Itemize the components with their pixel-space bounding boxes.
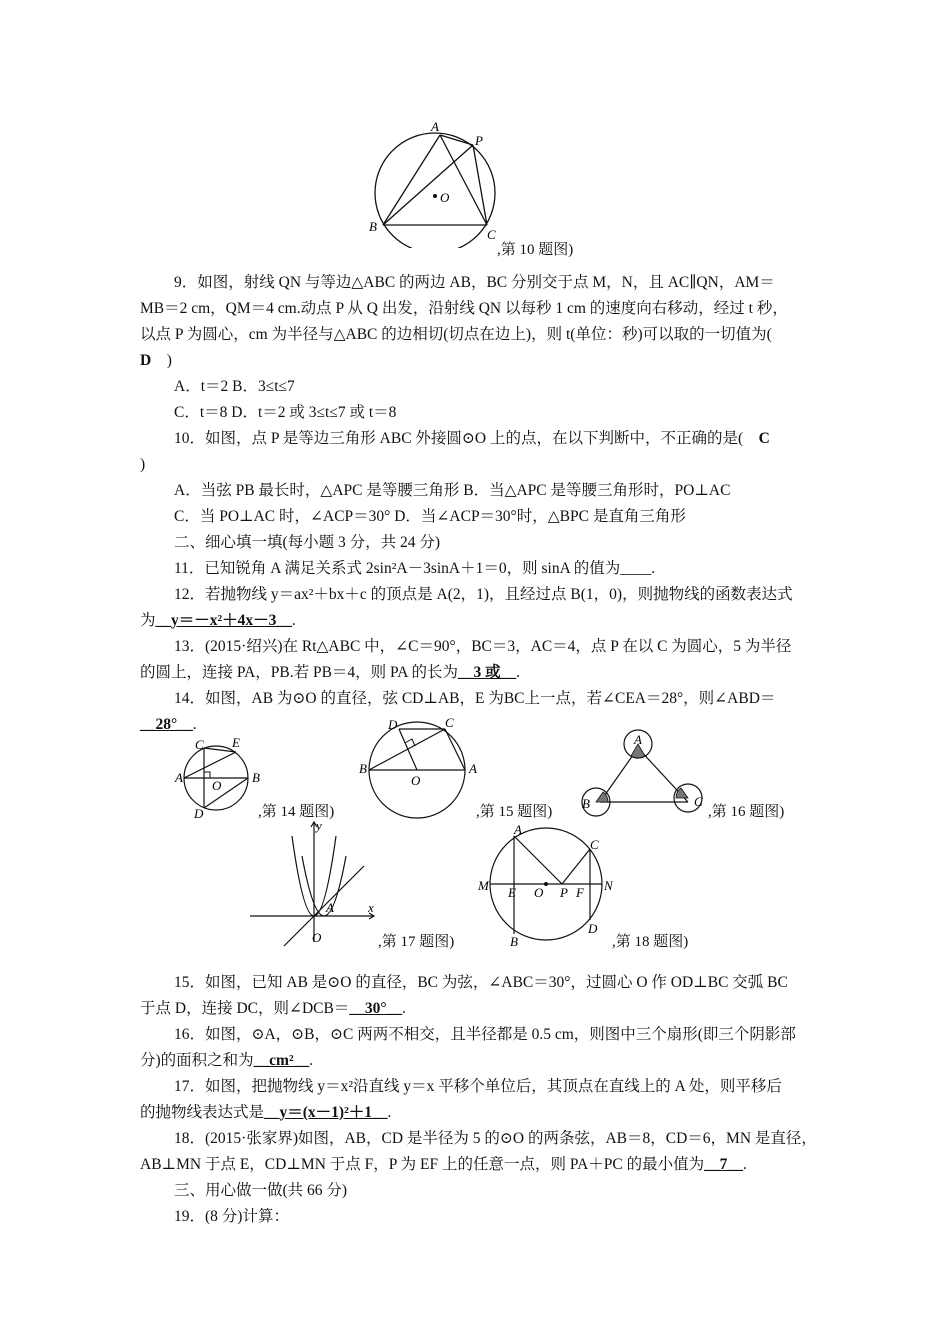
figure-18-drawing — [474, 822, 624, 946]
q9-line2: MB＝2 cm，QM＝4 cm.动点 P 从 Q 出发，沿射线 QN 以每秒 1 cm 的速度向右移动，经过 t 秒， — [140, 300, 788, 317]
q16-suffix: . — [309, 1052, 313, 1069]
q11-line1: 11．已知锐角 A 满足关系式 2sin²A－3sinA＋1＝0，则 sinA 的值为____. — [174, 560, 656, 577]
fig15-label-d: D — [388, 717, 398, 732]
figure-17-caption: ,第 17 题图) — [378, 934, 455, 950]
q13-line2 — [140, 660, 815, 686]
q14-answer: __28°__ — [140, 716, 193, 733]
section-3-heading: 三、用心做一做(共 66 分) — [174, 1182, 348, 1199]
question-block-lower — [140, 970, 815, 1230]
q18-prefix: AB⊥MN 于点 E，CD⊥MN 于点 F，P 为 EF 上的任意一点，则 PA＋PC 的最小值为 — [140, 1156, 705, 1173]
fig18-label-n: N — [604, 878, 613, 893]
q9-close: ) — [166, 352, 172, 369]
fig18-label-p: P — [560, 885, 568, 900]
fig18-label-e: E — [508, 885, 516, 900]
fig18-label-d: D — [588, 921, 598, 936]
q10-options-ab: A．当弦 PB 最长时，△APC 是等腰三角形 B．当△APC 是等腰三角形时，PO⊥AC — [174, 482, 731, 499]
section-2-heading: 二、细心填一填(每小题 3 分，共 24 分) — [174, 534, 441, 551]
fig10-label-b: B — [369, 219, 377, 234]
fig14-label-b: B — [252, 770, 260, 785]
q15-line2 — [140, 996, 815, 1022]
fig17-label-a: A — [326, 900, 334, 915]
q18-suffix: . — [742, 1156, 747, 1173]
q13-line1: 13．(2015·绍兴)在 Rt△ABC 中，∠C＝90°，BC＝3，AC＝4，点 P 在以 C 为圆心，5 为半径 — [174, 638, 792, 655]
fig18-label-a: A — [514, 822, 522, 837]
figure-16 — [570, 728, 720, 820]
figure-14-drawing — [172, 732, 272, 822]
q15-line1: 15．如图，已知 AB 是⊙O 的直径，BC 为弦，∠ABC＝30°，过圆心 O 作 OD⊥BC 交弧 BC — [174, 974, 788, 991]
q12-line2 — [140, 608, 815, 634]
q13-prefix: 的圆上，连接 PA，PB.若 PB＝4，则 PA 的长为 — [140, 664, 458, 681]
fig14-label-e: E — [232, 735, 240, 750]
q9-answer-line — [140, 348, 815, 374]
figure-17 — [246, 818, 386, 948]
question-block-upper — [140, 270, 815, 738]
figure-18 — [474, 822, 624, 946]
q14-suffix: . — [192, 716, 197, 733]
q18-answer: __7__ — [704, 1156, 743, 1173]
fig10-label-o: O — [440, 190, 450, 205]
q9-line1: 9．如图，射线 QN 与等边△ABC 的两边 AB，BC 分别交于点 M，N，且 AC∥QN，AM＝ — [174, 274, 775, 291]
fig16-label-b: B — [582, 796, 590, 811]
figure-17-drawing — [246, 818, 386, 948]
figure-18-caption: ,第 18 题图) — [612, 934, 689, 950]
q16-prefix: 分)的面积之和为 — [140, 1052, 254, 1069]
fig10-label-p: P — [475, 133, 483, 148]
fig16-label-a: A — [634, 732, 642, 747]
q10-line1 — [140, 426, 815, 452]
fig18-label-b: B — [510, 934, 518, 946]
fig18-label-m: M — [478, 878, 489, 893]
figure-16-drawing — [570, 728, 720, 820]
figure-15-drawing — [355, 715, 485, 825]
q14-line1: 14．如图，AB 为⊙O 的直径，弦 CD⊥AB，E 为BC上一点，若∠CEA＝28°，则∠ABD＝ — [174, 690, 776, 707]
fig14-label-d: D — [194, 806, 204, 821]
q10-answer: C — [758, 430, 770, 447]
fig15-label-c: C — [445, 715, 454, 730]
fig18-label-f: F — [576, 885, 584, 900]
q15-answer: __30°__ — [349, 1000, 403, 1017]
q17-line2 — [140, 1100, 815, 1126]
fig14-label-o: O — [212, 778, 222, 793]
fig16-label-c: C — [694, 794, 703, 809]
figure-14 — [172, 732, 272, 822]
fig15-label-a: A — [469, 761, 477, 776]
q12-prefix: 为 — [140, 612, 156, 629]
fig17-label-x: x — [368, 900, 374, 915]
figure-16-caption: ,第 16 题图) — [708, 804, 785, 820]
fig18-label-o: O — [534, 885, 544, 900]
figure-15 — [355, 715, 485, 825]
q9-answer: D — [140, 352, 152, 369]
q13-answer: __3 或__ — [457, 664, 517, 681]
q18-line2 — [140, 1152, 815, 1178]
q19-line1: 19．(8 分)计算： — [174, 1208, 289, 1225]
q16-answer: __cm²__ — [253, 1052, 310, 1069]
q12-answer: __y＝－x²＋4x－3__ — [155, 612, 292, 629]
fig15-label-b: B — [359, 761, 367, 776]
figure-10 — [365, 118, 515, 248]
fig10-label-c: C — [487, 227, 496, 242]
figure-10-caption: ,第 10 题图) — [497, 242, 574, 258]
q15-suffix: . — [402, 1000, 406, 1017]
q16-line2 — [140, 1048, 815, 1074]
q17-prefix: 的抛物线表达式是 — [140, 1104, 265, 1121]
fig15-label-o: O — [411, 773, 421, 788]
q12-line1: 12．若抛物线 y＝ax²＋bx＋c 的顶点是 A(2，1)，且经过点 B(1，0)，则抛物线的函数表达式 — [174, 586, 793, 603]
q9-options-ab: A．t＝2 B．3≤t≤7 — [174, 378, 295, 395]
q12-suffix: . — [291, 612, 296, 629]
fig17-label-o: O — [312, 930, 322, 945]
q9-options-cd: C．t＝8 D．t＝2 或 3≤t≤7 或 t＝8 — [174, 404, 397, 421]
q17-line1: 17．如图，把抛物线 y＝x²沿直线 y＝x 平移个单位后，其顶点在直线上的 A 处，则平移后 — [174, 1078, 782, 1095]
q10-options-cd: C．当 PO⊥AC 时，∠ACP＝30° D．当∠ACP＝30°时，△BPC 是直角三角形 — [174, 508, 686, 525]
q13-suffix: . — [516, 664, 520, 681]
q17-suffix: . — [387, 1104, 392, 1121]
figure-15-caption: ,第 15 题图) — [476, 804, 553, 820]
fig17-label-y: y — [316, 818, 322, 833]
fig18-label-c: C — [590, 837, 599, 852]
q9-line3: 以点 P 为圆心，cm 为半径与△ABC 的边相切(切点在边上)，则 t(单位：秒)可以取的一切值为( — [140, 326, 772, 343]
q17-answer: __y＝(x－1)²＋1__ — [264, 1104, 388, 1121]
q18-line1: 18．(2015·张家界)如图，AB，CD 是半径为 5 的⊙O 的两条弦，AB＝8，CD＝6，MN 是直径， — [174, 1130, 817, 1147]
fig14-label-c: C — [195, 737, 204, 752]
q10-close: ) — [140, 456, 146, 473]
fig14-label-a: A — [175, 770, 183, 785]
figure-10-drawing — [365, 118, 515, 248]
q10-stem: 10．如图，点 P 是等边三角形 ABC 外接圆⊙O 上的点，在以下判断中，不正确的是( — [174, 430, 744, 447]
figure-14-caption: ,第 14 题图) — [258, 804, 335, 820]
q16-line1: 16．如图，⊙A，⊙B，⊙C 两两不相交，且半径都是 0.5 cm，则图中三个扇形(即三个阴影部 — [174, 1026, 796, 1043]
fig10-label-a: A — [431, 119, 439, 134]
q15-prefix: 于点 D，连接 DC，则∠DCB＝ — [140, 1000, 350, 1017]
